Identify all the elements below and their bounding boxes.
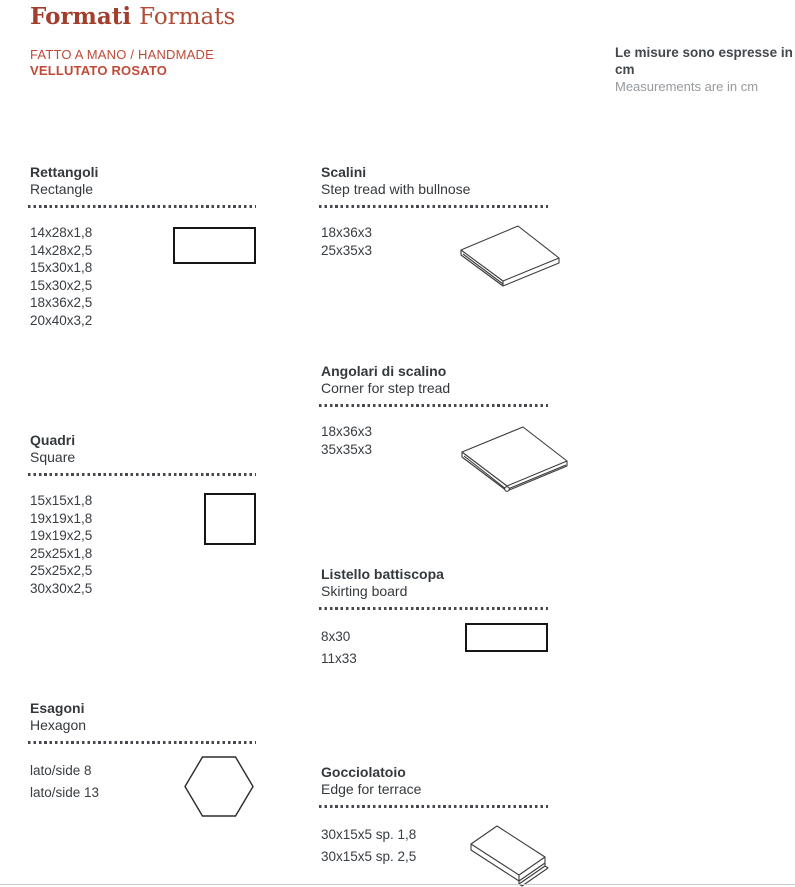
section-quadri bbox=[30, 432, 256, 597]
page-title-italian: Formati bbox=[30, 3, 132, 30]
size-item: lato/side 8 bbox=[30, 763, 92, 778]
terrace-edge-isometric-icon bbox=[470, 824, 552, 887]
dotted-divider bbox=[319, 805, 548, 808]
section-content bbox=[30, 760, 256, 803]
size-item: 8x30 bbox=[321, 629, 351, 644]
section-title-italian: Gocciolatoio bbox=[321, 764, 406, 780]
section-content bbox=[30, 492, 256, 597]
section-rettangoli bbox=[30, 164, 256, 329]
collection-info bbox=[30, 47, 214, 79]
section-content bbox=[321, 824, 548, 867]
section-title-english: Corner for step tread bbox=[321, 380, 451, 396]
size-item: 30x30x2,5 bbox=[30, 580, 93, 596]
square-outline-icon bbox=[204, 493, 256, 545]
section-title-english: Hexagon bbox=[30, 717, 87, 733]
size-item: 18x36x3 bbox=[321, 424, 373, 439]
page-title-english: Formats bbox=[139, 4, 236, 30]
section-title-italian: Rettangoli bbox=[30, 164, 99, 180]
section-content bbox=[30, 224, 256, 329]
measurement-note bbox=[615, 44, 795, 95]
size-item: 19x19x1,8 bbox=[30, 510, 93, 526]
size-item: 18x36x2,5 bbox=[30, 295, 93, 310]
size-item: 30x15x5 sp. 2,5 bbox=[321, 848, 417, 864]
section-title-italian: Angolari di scalino bbox=[321, 363, 447, 379]
section-title-english: Step tread with bullnose bbox=[321, 181, 471, 197]
section-title-italian: Scalini bbox=[321, 164, 367, 180]
size-item: 30x15x5 sp. 1,8 bbox=[321, 827, 417, 842]
size-item: 20x40x3,2 bbox=[30, 312, 93, 328]
size-item: 19x19x2,5 bbox=[30, 528, 93, 543]
step-tread-isometric-icon bbox=[459, 224, 561, 288]
section-listello bbox=[321, 566, 548, 669]
size-item: 14x28x2,5 bbox=[30, 242, 93, 258]
size-item: 18x36x3 bbox=[321, 225, 373, 240]
size-item: 15x30x2,5 bbox=[30, 277, 93, 293]
dotted-divider bbox=[28, 205, 256, 208]
section-title-italian: Esagoni bbox=[30, 700, 85, 716]
size-item: lato/side 13 bbox=[30, 784, 100, 800]
section-title-english: Square bbox=[30, 449, 76, 465]
size-item: 11x33 bbox=[321, 650, 357, 666]
section-gocciolatoio bbox=[321, 764, 548, 867]
size-item: 25x25x1,8 bbox=[30, 545, 93, 561]
size-item: 15x15x1,8 bbox=[30, 493, 93, 508]
rectangle-outline-icon bbox=[173, 227, 256, 264]
section-scalini bbox=[321, 164, 548, 260]
page-title bbox=[30, 3, 235, 31]
dotted-divider bbox=[28, 473, 256, 476]
section-title-italian: Listello battiscopa bbox=[321, 566, 444, 582]
size-item: 35x35x3 bbox=[321, 442, 373, 457]
dotted-divider bbox=[319, 404, 548, 407]
size-item: 25x25x2,5 bbox=[30, 563, 93, 578]
size-item: 25x35x3 bbox=[321, 243, 373, 258]
section-title-english: Rectangle bbox=[30, 181, 94, 197]
skirting-rectangle-outline-icon bbox=[465, 623, 548, 652]
bottom-divider bbox=[0, 884, 795, 885]
measurement-note-english: Measurements are in cm bbox=[615, 79, 759, 94]
section-title-english: Edge for terrace bbox=[321, 781, 422, 797]
dotted-divider bbox=[319, 607, 548, 610]
dotted-divider bbox=[28, 741, 256, 744]
dotted-divider bbox=[319, 205, 548, 208]
section-esagoni bbox=[30, 700, 256, 803]
collection-name-label: VELLUTATO ROSATO bbox=[30, 63, 168, 78]
corner-step-tread-isometric-icon bbox=[460, 425, 570, 495]
collection-type-label: FATTO A MANO / HANDMADE bbox=[30, 47, 214, 62]
section-content bbox=[321, 224, 548, 260]
section-content bbox=[321, 423, 548, 459]
size-item: 14x28x1,8 bbox=[30, 225, 93, 240]
section-title-english: Skirting board bbox=[321, 583, 408, 599]
section-content bbox=[321, 626, 548, 669]
size-item: 15x30x1,8 bbox=[30, 260, 93, 275]
hexagon-outline-icon bbox=[184, 756, 254, 817]
section-title-italian: Quadri bbox=[30, 432, 76, 448]
section-angolari bbox=[321, 363, 548, 459]
measurement-note-italian: Le misure sono espresse in cm bbox=[615, 45, 793, 77]
